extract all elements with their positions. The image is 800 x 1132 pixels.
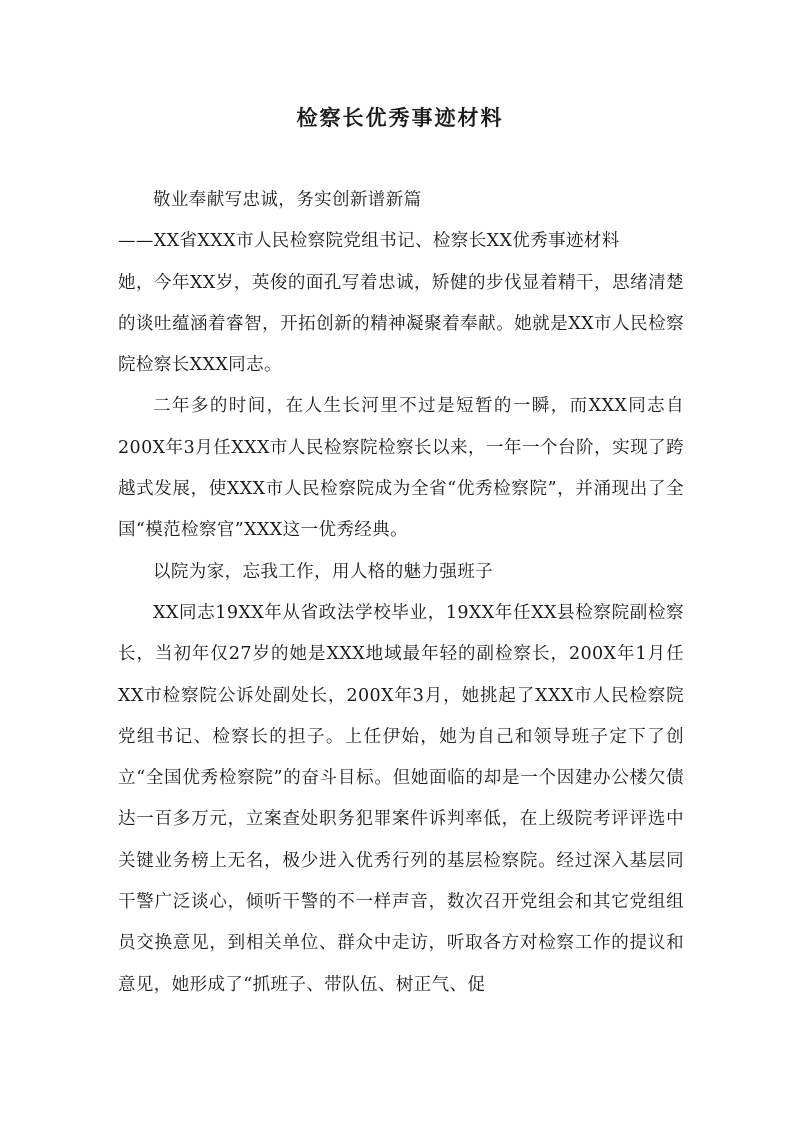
document-title: 检察长优秀事迹材料: [296, 105, 504, 130]
section-heading-paragraph: 以院为家，忘我工作，用人格的魅力强班子: [153, 561, 494, 582]
byline-paragraph: ——XX省XXX市人民检察院党组书记、检察长XX优秀事迹材料: [118, 231, 620, 252]
document-body: [118, 180, 684, 1006]
subtitle-paragraph: 敬业奉献写忠诚，务实创新谱新篇: [153, 190, 422, 210]
body-paragraph: XX同志19XX年从省政法学校毕业，19XX年任XX县检察院副检察长，当初年仅27岁的她是XXX地域最年轻的副检察长，200X年1月任XX市检察院公诉处副处长，200X年3月，她挑起了XXX市人民检察院党组书记、检察长的担子。上任伊始，她为自己和领导班子定下了创立“全国优秀检察院”的奋斗目标。但她面临的却是一个因建办公楼欠债达一百多万元，立案查处职务犯罪案件诉判率低，在上级院考评评选中关键业务榜上无名，极少进入优秀行列的基层检察院。经过深入基层同干警广泛谈心，倾听干警的不一样声音，数次召开党组会和其它党组组员交换意见，到相关单位、群众中走访，听取各方对检察工作的提议和意见，她形成了“抓班子、带队伍、树正气、促: [118, 602, 684, 995]
body-paragraph: 她，今年XX岁，英俊的面孔写着忠诚，矫健的步伐显着精干，思绪清楚的谈吐蕴涵着睿智，开拓创新的精神凝聚着奉献。她就是XX市人民检察院检察长XXX同志。: [118, 272, 684, 376]
body-paragraph: 二年多的时间，在人生长河里不过是短暂的一瞬，而XXX同志自200X年3月任XXX市人民检察院检察长以来，一年一个台阶，实现了跨越式发展，使XXX市人民检察院成为全省“优秀检察院”，并涌现出了全国“模范检察官”XXX这一优秀经典。: [118, 396, 684, 541]
